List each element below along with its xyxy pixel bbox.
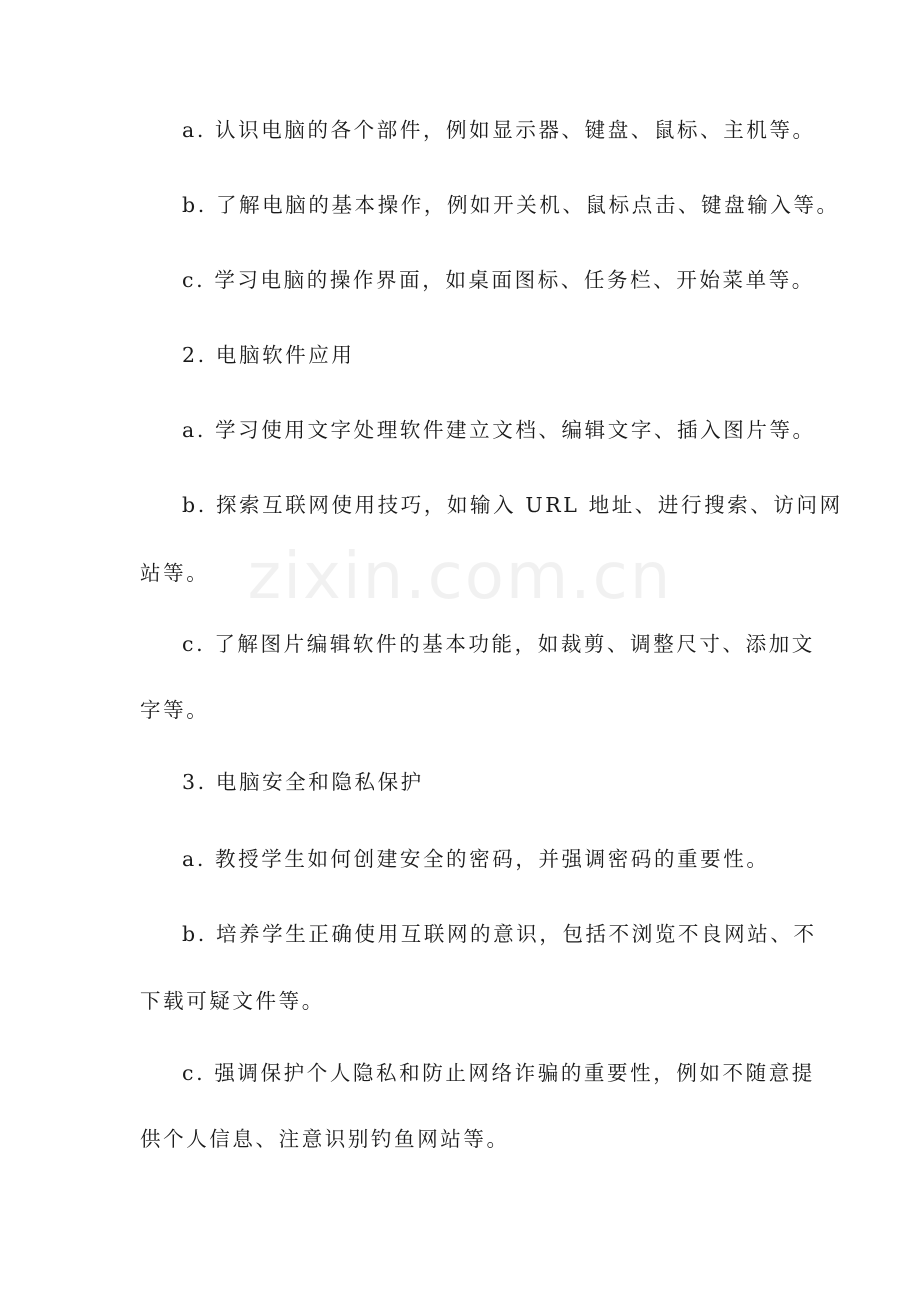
- list-item-a-computer-parts: a. 认识电脑的各个部件，例如显示器、键盘、鼠标、主机等。: [182, 118, 816, 142]
- section-heading-security: 3. 电脑安全和隐私保护: [182, 770, 424, 794]
- list-item-c-image-edit-line-2: 字等。: [140, 698, 210, 722]
- list-item-b-basic-operations: b. 了解电脑的基本操作，例如开关机、鼠标点击、键盘输入等。: [182, 193, 840, 217]
- list-item-c-privacy-line-2: 供个人信息、注意识别钓鱼网站等。: [140, 1127, 510, 1151]
- list-item-a-word-processing: a. 学习使用文字处理软件建立文档、编辑文字、插入图片等。: [182, 418, 816, 442]
- section-heading-software: 2. 电脑软件应用: [182, 343, 355, 367]
- list-item-c-interface: c. 学习电脑的操作界面，如桌面图标、任务栏、开始菜单等。: [182, 268, 815, 292]
- list-item-c-privacy-line-1: c. 强调保护个人隐私和防止网络诈骗的重要性，例如不随意提: [182, 1061, 815, 1085]
- list-item-a-password: a. 教授学生如何创建安全的密码，并强调密码的重要性。: [182, 847, 770, 871]
- list-item-b-safe-browsing-line-2: 下载可疑文件等。: [140, 989, 325, 1013]
- list-item-b-safe-browsing-line-1: b. 培养学生正确使用互联网的意识，包括不浏览不良网站、不: [182, 922, 817, 946]
- list-item-b-internet-line-2: 站等。: [140, 561, 210, 585]
- watermark: zixin.com.cn: [247, 540, 673, 614]
- list-item-c-image-edit-line-1: c. 了解图片编辑软件的基本功能，如裁剪、调整尺寸、添加文: [182, 632, 815, 656]
- list-item-b-internet-line-1: b. 探索互联网使用技巧，如输入 URL 地址、进行搜索、访问网: [182, 493, 843, 517]
